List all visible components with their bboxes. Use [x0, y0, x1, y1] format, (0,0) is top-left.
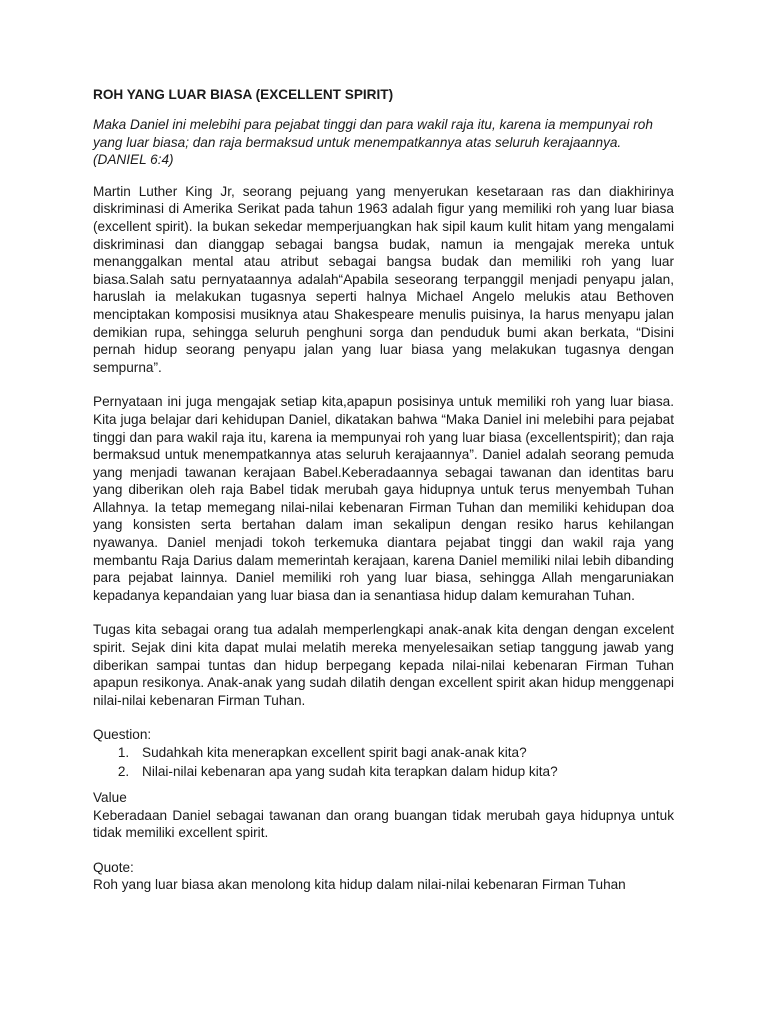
- question-section: [93, 726, 674, 781]
- paragraph-1: Martin Luther King Jr, seorang pejuang yang menyerukan kesetaraan ras dan diakhirinya diskriminasi di Amerika Serikat pada tahun 1963 adalah figur yang memiliki roh yang luar biasa (excellent spirit). Ia bukan sekedar memperjuangkan hak sipil kaum kulit hitam yang mengalami diskriminasi dan dianggap sebagai bangsa budak, namun ia mengajak mereka untuk menanggalkan mental atau atribut sebagai bangsa budak dan memiliki roh yang luar biasa.Salah satu pernyataannya adalah“Apabila seseorang terpanggil menjadi penyapu jalan, haruslah ia melakukan tugasnya seperti halnya Michael Angelo melukis atau Bethoven menciptakan komposisi musiknya atau Shakespeare menulis puisinya, Ia harus menyapu jalan demikian rupa, sehingga seluruh penghuni sorga dan penduduk bumi akan berkata, “Disini pernah hidup seorang penyapu jalan yang luar biasa yang melakukan tugasnya dengan sempurna”.: [93, 183, 674, 375]
- value-section: [93, 789, 674, 842]
- paragraph-2: Pernyataan ini juga mengajak setiap kita,apapun posisinya untuk memiliki roh yang luar biasa. Kita juga belajar dari kehidupan Daniel, dikatakan bahwa “Maka Daniel ini melebihi para pejabat tinggi dan para wakil raja itu, karena ia mempunyai roh yang luar biasa (excellentspirit); dan raja bermaksud untuk menempatkannya atas seluruh kerajaannya”. Daniel adalah seorang pemuda yang menjadi tawanan kerajaan Babel.Keberadaannya sebagai tawanan dan identitas baru yang diberikan oleh raja Babel tidak merubah gaya hidupnya untuk terus menyembah Tuhan Allahnya. Ia tetap memegang nilai-nilai kebenaran Firman Tuhan dan memiliki kehidupan doa yang konsisten serta bertahan dalam iman sekalipun dengan resiko harus kehilangan nyawanya. Daniel menjadi tokoh terkemuka diantara pejabat tinggi dan wakil raja yang membantu Raja Darius dalam memerintah kerajaan, karena Daniel memiliki nilai lebih dibanding para pejabat lainnya. Daniel memiliki roh yang luar biasa, sehingga Allah mengaruniakan kepadanya kepandaian yang luar biasa dan ia senantiasa hidup dalam kemurahan Tuhan.: [93, 394, 674, 603]
- bible-verse: Maka Daniel ini melebihi para pejabat tinggi dan para wakil raja itu, karena ia mempunyai roh yang luar biasa; dan raja bermaksud untuk menempatkannya atas seluruh kerajaannya. (DANIEL 6:4): [93, 117, 653, 168]
- document-title: ROH YANG LUAR BIASA (EXCELLENT SPIRIT): [93, 87, 394, 102]
- quote-label: Quote:: [93, 859, 134, 875]
- quote-section: [93, 859, 674, 894]
- value-text: Keberadaan Daniel sebagai tawanan dan orang buangan tidak merubah gaya hidupnya untuk tidak memiliki excellent spirit.: [93, 807, 674, 841]
- question-item-1: 1. Sudahkah kita menerapkan excellent spirit bagi anak-anak kita?: [133, 744, 674, 763]
- question-label: Question:: [93, 727, 152, 743]
- question-item-2: 2. Nilai-nilai kebenaran apa yang sudah kita terapkan dalam hidup kita?: [133, 763, 674, 782]
- question-list: [93, 744, 674, 781]
- paragraph-3: Tugas kita sebagai orang tua adalah memperlengkapi anak-anak kita dengan dengan excelent spirit. Sejak dini kita dapat mulai melatih mereka menyelesaikan setiap tanggung jawab yang diberikan sampai tuntas dan hidup berpegang kepada nilai-nilai kebenaran Firman Tuhan apapun resikonya. Anak-anak yang sudah dilatih dengan excellent spirit akan hidup menggenapi nilai-nilai kebenaran Firman Tuhan.: [93, 622, 674, 708]
- value-label: Value: [93, 790, 127, 805]
- quote-text: Roh yang luar biasa akan menolong kita hidup dalam nilai-nilai kebenaran Firman Tuhan: [93, 877, 626, 893]
- document-page: [93, 86, 674, 911]
